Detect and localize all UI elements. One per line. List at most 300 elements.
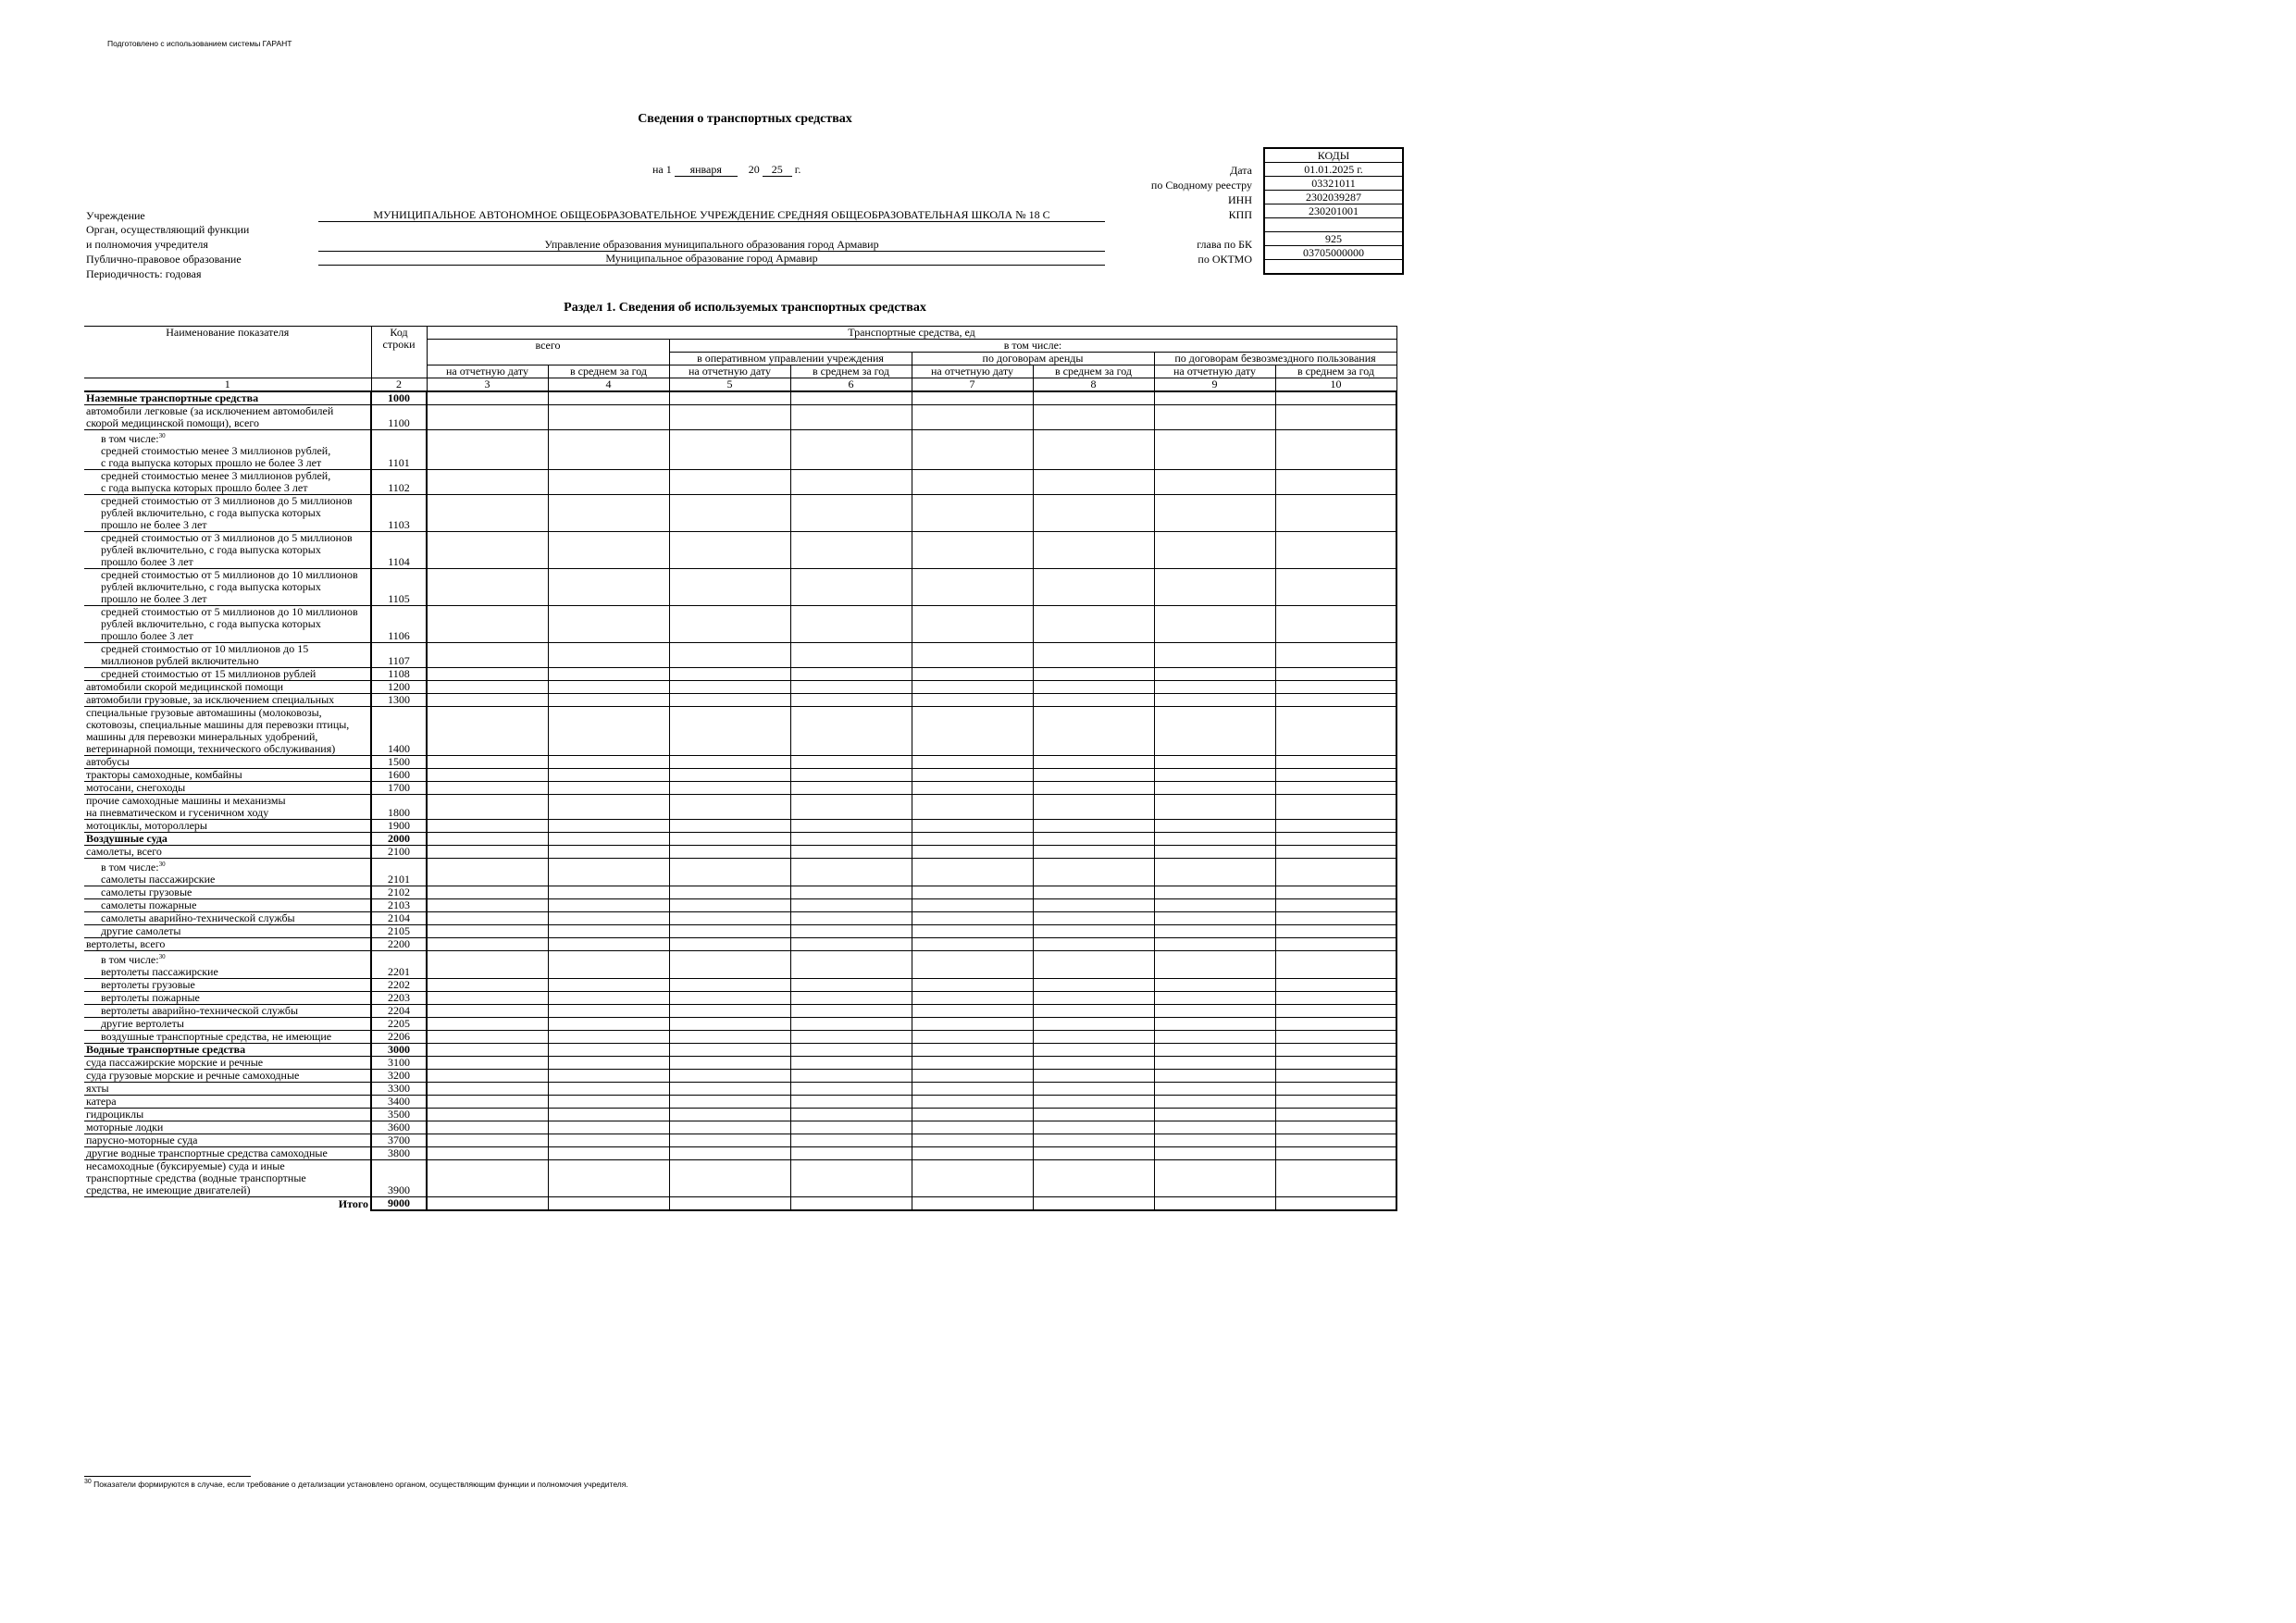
ppo-label: Публично-правовое образование [86,253,242,266]
header-operative: в оперативном управлении учреждения [669,353,912,365]
value-cell [912,1031,1033,1044]
value-cell [548,769,669,782]
value-cell [427,606,548,643]
value-cell [790,1121,912,1134]
value-cell [790,1044,912,1057]
code-label: глава по БК [1197,238,1252,251]
row-code: 3900 [371,1160,427,1197]
value-cell [1275,886,1396,899]
value-cell [1033,938,1154,951]
row-code: 2101 [371,859,427,886]
row-name: в том числе:$^{30}$ средней стоимостью менее 3 миллионов рублей, с года выпуска которых прошло не более 3 лет [84,430,371,470]
header-free-use: по договорам безвозмездного пользования [1154,353,1396,365]
value-cell [790,1070,912,1083]
value-cell [669,756,790,769]
value-cell [427,846,548,859]
row-name-intro: в том числе: [101,861,159,873]
table-row [84,532,1396,569]
value-cell [1033,1160,1154,1197]
value-cell [1033,1147,1154,1160]
value-cell [427,1134,548,1147]
row-name: другие вертолеты [84,1018,371,1031]
date-suffix: г. [794,163,801,176]
header-code: Код строки [371,327,427,378]
value-cell [1033,846,1154,859]
value-cell [912,1096,1033,1109]
value-cell [790,756,912,769]
value-cell [427,707,548,756]
header-name: Наименование показателя [84,327,371,378]
value-cell [669,833,790,846]
row-name: суда грузовые морские и речные самоходные [84,1070,371,1083]
column-number: 1 [84,378,371,392]
value-cell [790,992,912,1005]
total-value-cell [548,1197,669,1211]
value-cell [427,938,548,951]
value-cell [1154,782,1275,795]
table-row [84,938,1396,951]
value-cell [1275,979,1396,992]
column-number: 8 [1033,378,1154,392]
table-row [84,569,1396,606]
value-cell [1033,668,1154,681]
row-code: 2105 [371,925,427,938]
code-value [1264,260,1403,275]
periodicity: Периодичность: годовая [86,267,202,280]
row-name: автомобили легковые (за исключением автомобилей скорой медицинской помощи), всего [84,405,371,430]
value-cell [1154,951,1275,979]
value-cell [1154,1018,1275,1031]
value-cell [669,569,790,606]
value-cell [669,391,790,405]
value-cell [427,668,548,681]
value-cell [427,756,548,769]
value-cell [1275,782,1396,795]
value-cell [548,1005,669,1018]
row-name: автомобили скорой медицинской помощи [84,681,371,694]
table-row [84,681,1396,694]
row-name: в том числе:$^{30}$ самолеты пассажирские [84,859,371,886]
table-row [84,1109,1396,1121]
value-cell [1154,643,1275,668]
code-value: 2302039287 [1264,191,1403,204]
value-cell [1275,899,1396,912]
value-cell [1275,643,1396,668]
value-cell [669,1121,790,1134]
value-cell [912,643,1033,668]
codes-box [1263,147,1404,275]
value-cell [669,1070,790,1083]
table-row [84,643,1396,668]
value-cell [912,1121,1033,1134]
value-cell [669,795,790,820]
value-cell [427,1070,548,1083]
code-value: 03705000000 [1264,246,1403,260]
value-cell [669,1044,790,1057]
value-cell [912,846,1033,859]
value-cell [912,430,1033,470]
value-cell [548,391,669,405]
value-cell [1275,532,1396,569]
value-cell [790,1018,912,1031]
value-cell [1154,899,1275,912]
value-cell [912,782,1033,795]
value-cell [1033,859,1154,886]
value-cell [548,846,669,859]
value-cell [427,405,548,430]
row-code: 3100 [371,1057,427,1070]
row-code: 1000 [371,391,427,405]
value-cell [1154,1160,1275,1197]
value-cell [790,912,912,925]
value-cell [1275,1070,1396,1083]
row-name: яхты [84,1083,371,1096]
value-cell [548,643,669,668]
value-cell [669,1134,790,1147]
value-cell [1154,606,1275,643]
date-year-prefix: 20 [748,163,760,176]
value-cell [427,1096,548,1109]
table-row [84,833,1396,846]
value-cell [912,1109,1033,1121]
value-cell [912,694,1033,707]
value-cell [548,1057,669,1070]
table-row [84,899,1396,912]
row-name: моторные лодки [84,1121,371,1134]
value-cell [548,820,669,833]
value-cell [790,795,912,820]
value-cell [1154,769,1275,782]
value-cell [912,569,1033,606]
value-cell [669,938,790,951]
value-cell [790,1109,912,1121]
value-cell [548,405,669,430]
row-name: средней стоимостью от 15 миллионов рублей [84,668,371,681]
value-cell [1033,1005,1154,1018]
row-name: средней стоимостью от 3 миллионов до 5 миллионов рублей включительно, с года выпуска которых прошло более 3 лет [84,532,371,569]
value-cell [790,1005,912,1018]
value-cell [669,1005,790,1018]
footnote-ref: 30 [158,432,166,440]
column-number: 9 [1154,378,1275,392]
value-cell [1154,1147,1275,1160]
code-label: Дата [1230,164,1252,177]
row-code: 1103 [371,495,427,532]
value-cell [1275,1134,1396,1147]
value-cell [548,899,669,912]
value-cell [669,1160,790,1197]
value-cell [427,1083,548,1096]
value-cell [427,769,548,782]
column-number: 7 [912,378,1033,392]
value-cell [1033,1070,1154,1083]
row-code: 2000 [371,833,427,846]
value-cell [1033,833,1154,846]
value-cell [1275,405,1396,430]
value-cell [1275,1109,1396,1121]
value-cell [1154,886,1275,899]
value-cell [1275,795,1396,820]
value-cell [427,1018,548,1031]
table-row [84,992,1396,1005]
value-cell [1033,681,1154,694]
value-cell [1154,668,1275,681]
value-cell [1154,846,1275,859]
footnote [84,1479,628,1489]
row-code: 1200 [371,681,427,694]
table-row [84,668,1396,681]
value-cell [912,1083,1033,1096]
row-code: 1400 [371,707,427,756]
value-cell [1154,1109,1275,1121]
value-cell [790,1031,912,1044]
table-row [84,1031,1396,1044]
value-cell [669,532,790,569]
value-cell [427,899,548,912]
value-cell [427,1005,548,1018]
footnote-ref: 30 [158,953,166,960]
row-name: суда пассажирские морские и речные [84,1057,371,1070]
value-cell [790,782,912,795]
value-cell [669,846,790,859]
row-name: самолеты грузовые [84,886,371,899]
value-cell [427,820,548,833]
footnote-text: Показатели формируются в случае, если требование о детализации установлено органом, осуществляющим функции и полномочия учредителя. [93,1479,628,1489]
value-cell [912,769,1033,782]
table-row [84,1018,1396,1031]
value-cell [669,1096,790,1109]
value-cell [427,1121,548,1134]
value-cell [1154,1005,1275,1018]
value-cell [548,859,669,886]
value-cell [1275,1121,1396,1134]
value-cell [1154,979,1275,992]
value-cell [427,833,548,846]
column-number: 3 [427,378,548,392]
row-code: 1108 [371,668,427,681]
row-name: средней стоимостью от 5 миллионов до 10 миллионов рублей включительно, с года выпуска которых прошло более 3 лет [84,606,371,643]
value-cell [1275,951,1396,979]
value-cell [427,1044,548,1057]
value-cell [1275,938,1396,951]
row-code: 2206 [371,1031,427,1044]
row-name: средней стоимостью от 10 миллионов до 15 миллионов рублей включительно [84,643,371,668]
value-cell [790,979,912,992]
value-cell [669,668,790,681]
row-code: 1500 [371,756,427,769]
value-cell [548,992,669,1005]
value-cell [1154,532,1275,569]
row-name: другие водные транспортные средства самоходные [84,1147,371,1160]
table-row [84,495,1396,532]
value-cell [427,430,548,470]
row-name: автомобили грузовые, за исключением специальных [84,694,371,707]
row-name: воздушные транспортные средства, не имеющие [84,1031,371,1044]
row-code: 1700 [371,782,427,795]
total-label: Итого [338,1197,368,1210]
value-cell [427,681,548,694]
garant-note: Подготовлено с использованием системы ГАРАНТ [107,39,292,48]
header-avg: в среднем за год [1275,365,1396,378]
table-row [84,1096,1396,1109]
report-date-line [652,163,800,177]
row-code: 3400 [371,1096,427,1109]
value-cell [1033,1083,1154,1096]
row-name: несамоходные (буксируемые) суда и иные транспортные средства (водные транспортные средства, не имеющие двигателей) [84,1160,371,1197]
row-name: вертолеты пожарные [84,992,371,1005]
value-cell [1033,569,1154,606]
value-cell [790,1160,912,1197]
institution-value: МУНИЦИПАЛЬНОЕ АВТОНОМНОЕ ОБЩЕОБРАЗОВАТЕЛЬНОЕ УЧРЕЖДЕНИЕ СРЕДНЯЯ ОБЩЕОБРАЗОВАТЕЛЬНАЯ ШКОЛА № 18 С [318,208,1105,222]
row-code: 2201 [371,951,427,979]
row-code: 2203 [371,992,427,1005]
value-cell [790,470,912,495]
value-cell [427,643,548,668]
value-cell [427,495,548,532]
value-cell [1275,694,1396,707]
footnote-mark: 30 [84,1479,92,1485]
value-cell [912,1147,1033,1160]
value-cell [912,470,1033,495]
row-name: парусно-моторные суда [84,1134,371,1147]
value-cell [1033,979,1154,992]
value-cell [427,569,548,606]
value-cell [427,795,548,820]
value-cell [548,470,669,495]
value-cell [912,1160,1033,1197]
header-date: на отчетную дату [912,365,1033,378]
row-code: 2100 [371,846,427,859]
value-cell [912,495,1033,532]
value-cell [1154,470,1275,495]
value-cell [548,495,669,532]
table-row [84,1057,1396,1070]
value-cell [669,925,790,938]
code-label: ИНН [1228,193,1252,206]
value-cell [912,1070,1033,1083]
column-numbers-row [84,378,1396,392]
value-cell [427,1160,548,1197]
value-cell [790,606,912,643]
value-cell [548,1096,669,1109]
header-date: на отчетную дату [427,365,548,378]
row-code: 2204 [371,1005,427,1018]
value-cell [912,1005,1033,1018]
value-cell [912,795,1033,820]
header-rent: по договорам аренды [912,353,1154,365]
value-cell [548,912,669,925]
value-cell [1275,925,1396,938]
table-row [84,391,1396,405]
value-cell [912,820,1033,833]
value-cell [790,1057,912,1070]
value-cell [912,606,1033,643]
value-cell [912,756,1033,769]
row-name: средней стоимостью от 5 миллионов до 10 миллионов рублей включительно, с года выпуска которых прошло не более 3 лет [84,569,371,606]
value-cell [427,912,548,925]
value-cell [548,430,669,470]
row-name: другие самолеты [84,925,371,938]
table-row [84,979,1396,992]
founder-value: Управление образования муниципального образования город Армавир [318,238,1105,252]
value-cell [912,668,1033,681]
value-cell [790,859,912,886]
value-cell [1275,495,1396,532]
founder-label-2: и полномочия учредителя [86,238,208,251]
value-cell [1033,795,1154,820]
row-name: катера [84,1096,371,1109]
section-title: Раздел 1. Сведения об используемых транспортных средствах [564,301,926,315]
value-cell [790,1083,912,1096]
row-name: вертолеты грузовые [84,979,371,992]
value-cell [790,1096,912,1109]
date-prefix: на 1 [652,163,672,176]
value-cell [912,833,1033,846]
value-cell [669,1109,790,1121]
codes-header: КОДЫ [1264,148,1403,163]
value-cell [669,470,790,495]
total-value-cell [669,1197,790,1211]
total-value-cell [790,1197,912,1211]
value-cell [790,899,912,912]
value-cell [790,846,912,859]
value-cell [427,979,548,992]
row-code: 1101 [371,430,427,470]
value-cell [1154,1096,1275,1109]
table-row [84,707,1396,756]
value-cell [1154,694,1275,707]
row-name: вертолеты аварийно-технической службы [84,1005,371,1018]
row-name-intro: в том числе: [101,953,159,966]
header-including: в том числе: [669,340,1396,353]
value-cell [912,912,1033,925]
value-cell [548,925,669,938]
value-cell [1033,606,1154,643]
value-cell [790,1147,912,1160]
value-cell [1033,532,1154,569]
value-cell [669,681,790,694]
value-cell [1275,846,1396,859]
value-cell [1275,820,1396,833]
value-cell [1154,1134,1275,1147]
transport-table [84,326,1397,1211]
value-cell [912,899,1033,912]
value-cell [1275,756,1396,769]
value-cell [1154,912,1275,925]
row-code: 1105 [371,569,427,606]
value-cell [548,1070,669,1083]
value-cell [1275,668,1396,681]
row-name: тракторы самоходные, комбайны [84,769,371,782]
header-date: на отчетную дату [1154,365,1275,378]
document-title: Сведения о транспортных средствах [638,112,852,126]
value-cell [1275,769,1396,782]
value-cell [1154,795,1275,820]
value-cell [548,569,669,606]
value-cell [912,405,1033,430]
value-cell [548,1121,669,1134]
value-cell [669,912,790,925]
value-cell [548,1109,669,1121]
row-name: вертолеты, всего [84,938,371,951]
table-row [84,470,1396,495]
row-code: 3000 [371,1044,427,1057]
value-cell [1033,643,1154,668]
column-number: 5 [669,378,790,392]
value-cell [548,532,669,569]
value-cell [1033,470,1154,495]
row-code: 2102 [371,886,427,899]
